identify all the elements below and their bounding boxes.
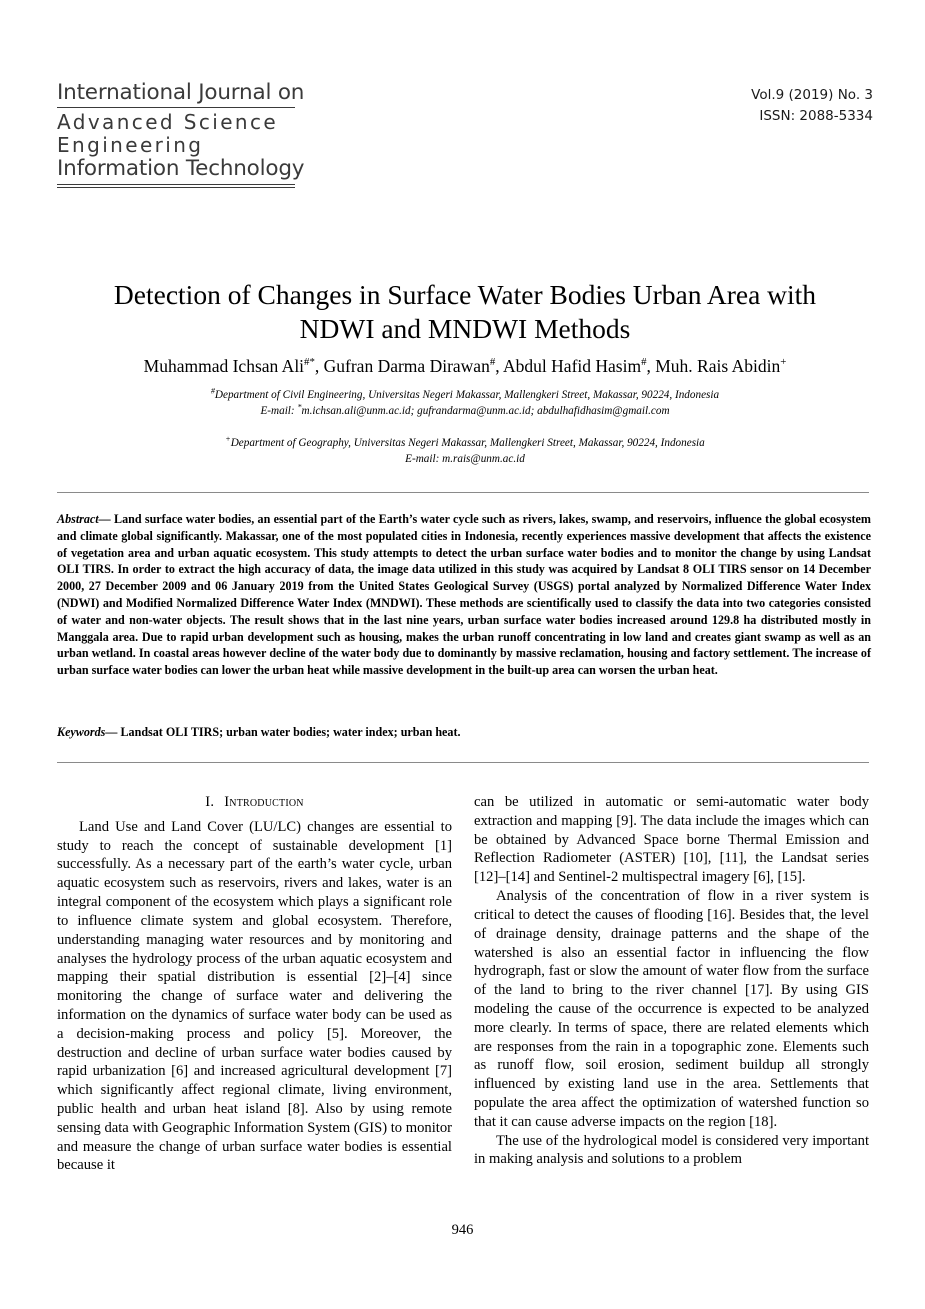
- paragraph: can be utilized in automatic or semi-automatic water body extraction and mapping [9]. The data include the images which can be obtained by Advanced Space borne Thermal Emission and Reflection Radiometer (ASTER) [10], [11], the Landsat series [12]–[14] and Sentinel-2 multispectral imagery [6], [15].: [474, 794, 869, 886]
- affiliation-civil-engineering: #Department of Civil Engineering, Universitas Negeri Makassar, Mallengkeri Street, Makassar, 90224, Indonesia E-mail: *m.ichsan.ali@unm.ac.id; gufrandarma@unm.ac.id; abdulhafidhasim@gmail.com: [210, 386, 720, 417]
- logo-line-engineering: Engineering: [57, 132, 204, 157]
- logo-line-international-journal-on: International Journal on: [57, 80, 305, 105]
- paragraph: Land Use and Land Cover (LU/LC) changes are essential to study to reach the concept of sustainable development [1] successfully. As a necessary part of the earth’s water cycle, urban aquatic ecosystem such as reservoirs, rivers and lakes, water is an integral component of the ecosystem which plays a significant role to influence climate system and global ecosystem. Therefore, understanding managing water resources and by monitoring and analyses the hydrology process of the urban aquatic ecosystem and mapping their spatial distribution is essential [2]–[4] since monitoring the change of surface water and delivering the information on the dynamics of surface water body can be used as a decision-making process and policy [5]. Moreover, the destruction and decline of urban surface water bodies caused by rapid urbanization [6] and increased agricultural development [7] which significantly affect regional climate, living environment, public health and urban heat island [8]. Also by using remote sensing data with Geographic Information System (GIS) to monitor and measure the change of urban surface water bodies is essential because it: [57, 818, 452, 1174]
- section-number: I.: [205, 794, 215, 810]
- issn-label: ISSN: 2088-5334: [759, 107, 873, 124]
- journal-logo: [57, 80, 305, 188]
- article-title: Detection of Changes in Surface Water Bodies Urban Area with NDWI and MNDWI Methods: [113, 279, 817, 345]
- section-title: Introduction: [224, 794, 304, 810]
- affiliation-geography: +Department of Geography, Universitas Negeri Makassar, Mallengkeri Street, Makassar, 90224, Indonesia E-mail: m.rais@unm.ac.id: [225, 434, 705, 465]
- logo-divider-bottom: [57, 184, 295, 188]
- logo-line-information-technology: Information Technology: [57, 156, 305, 182]
- paragraph: Analysis of the concentration of flow in a river system is critical to detect the causes of flooding [16]. Besides that, the level of drainage density, drainage patterns and the shape of the watershed is also an essential factor in influencing the flow hydrograph, fast or slow the amount of water flow from the surface of the land to bring to the river channel [17]. By using GIS modeling the cause of the occurrence is expected to be analyzed more clearly. In terms of space, there are related elements which are responses from the rain in a topographic zone. Elements such as runoff flow, soil erosion, sediment buildup all strongly influenced by existing land use in the area. Settlements that populate the area affect the optimization of watershed function so that it can cause adverse impacts on the region [18].: [474, 888, 869, 1130]
- logo-divider-top: [57, 107, 295, 108]
- volume-issue-label: Vol.9 (2019) No. 3: [751, 87, 873, 103]
- logo-line-advanced-science: Advanced Science: [57, 109, 279, 134]
- keywords-text: Landsat OLI TIRS; urban water bodies; water index; urban heat.: [117, 725, 461, 739]
- abstract-top-divider: [57, 492, 869, 493]
- section-heading-introduction: [57, 793, 452, 812]
- abstract-text: Land surface water bodies, an essential part of the Earth’s water cycle such as rivers, lakes, swamp, and reservoirs, influence the global ecosystem and climate global significantly. Makassar, one of the most populated cities in Indonesia, recently experiences massive development that affects the existence of vegetation area and urban aquatic ecosystem. This study attempts to detect the urban surface water bodies and to monitor the change by using Landsat OLI TIRS. In order to extract the high accuracy of data, the image data utilized in this study was acquired by Landsat 8 OLI TIRS sensor on 14 December 2000, 27 December 2009 and 06 January 2019 from the United States Geological Survey (USGS) portal analyzed by Normalized Difference Water Index (NDWI) and Modified Normalized Difference Water Index (MNDWI). These methods are scientifically used to classify the data into two categories consisted of water and non-water objects. The result shows that in the last nine years, urban surface water bodies increased around 129.8 ha distributed mostly in Manggala area. Due to rapid urban development such as housing, makes the urban runoff concentrating in low land and creates giant swamp as well as an urban wetland. In coastal areas however decline of the water body due to dominantly by massive reclamation, housing and factory settlement. The increase of urban surface water bodies can lower the urban heat while massive development in the built-up area can worsen the urban heat.: [57, 512, 871, 678]
- keywords-block: [57, 724, 871, 741]
- page-number: 946: [451, 1222, 474, 1238]
- paragraph: The use of the hydrological model is considered very important in making analysis and solutions to a problem: [474, 1132, 869, 1168]
- journal-masthead: [57, 82, 477, 188]
- body-column-right: [474, 793, 869, 1169]
- author-list: Muhammad Ichsan Ali#*, Gufran Darma Dirawan#, Abdul Hafid Hasim#, Muh. Rais Abidin+: [143, 356, 787, 376]
- keywords-label: Keywords—: [57, 725, 118, 739]
- body-column-left: [57, 793, 452, 1175]
- abstract-block: [57, 511, 871, 679]
- abstract-label: Abstract—: [57, 512, 111, 526]
- issue-info: [751, 85, 873, 127]
- abstract-bottom-divider: [57, 762, 869, 763]
